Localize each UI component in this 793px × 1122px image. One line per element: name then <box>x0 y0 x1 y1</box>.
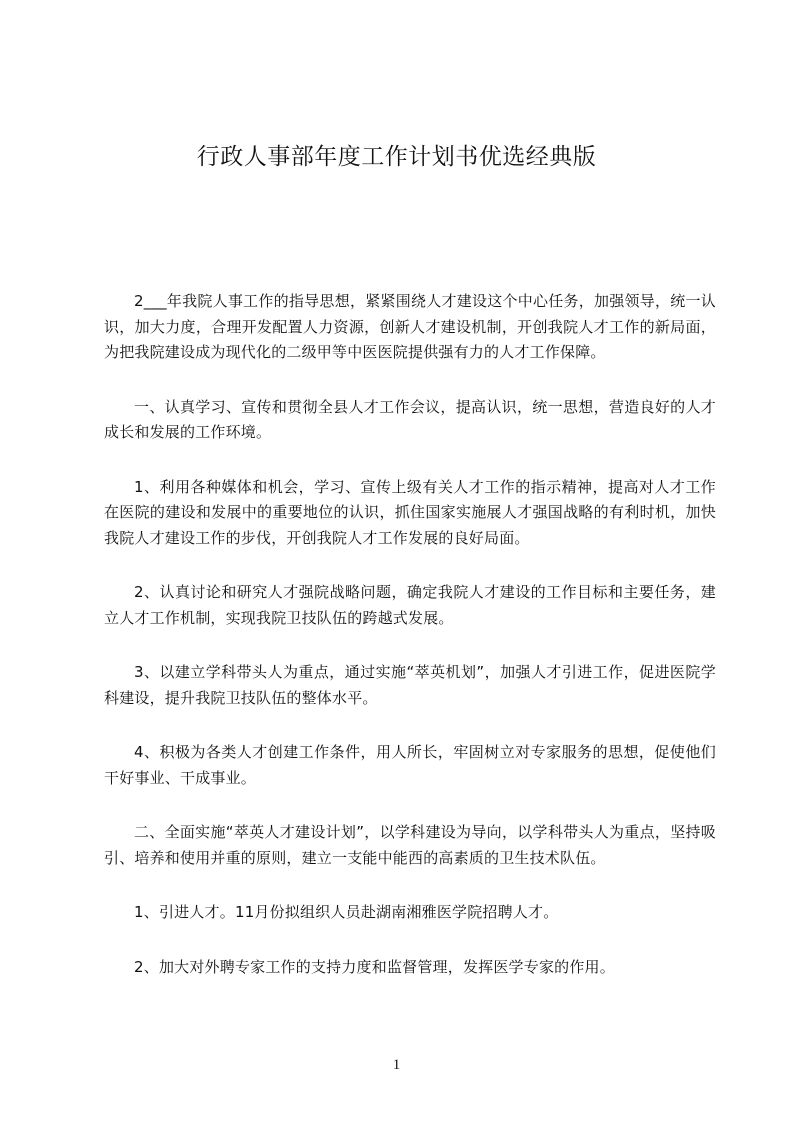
body-paragraph: 2、认真讨论和研究人才强院战略问题，确定我院人才建设的工作目标和主要任务，建立人才工作机制，实现我院卫技队伍的跨越式发展。 <box>104 583 716 627</box>
body-paragraph: 二、全面实施“萃英人才建设计划”，以学科建设为导向，以学科带头人为重点，坚持吸引、培养和使用并重的原则，建立一支能中能西的高素质的卫生技术队伍。 <box>104 823 716 867</box>
document-body <box>104 289 716 980</box>
body-paragraph: 3、以建立学科带头人为重点，通过实施“萃英机划”，加强人才引进工作，促进医院学科建设，提升我院卫技队伍的整体水平。 <box>104 663 716 707</box>
body-paragraph: 2、加大对外聘专家工作的支持力度和监督管理，发挥医学专家的作用。 <box>134 957 615 976</box>
body-paragraph: 1、利用各种媒体和机会，学习、宣传上级有关人才工作的指示精神，提高对人才工作在医院的建设和发展中的重要地位的认识，抓住国家实施展人才强国战略的有利时机，加快我院人才建设工作的步伐，开创我院人才工作发展的良好局面。 <box>104 477 716 547</box>
body-paragraph: 一、认真学习、宣传和贯彻全县人才工作会议，提高认识，统一思想，营造良好的人才成长和发展的工作环境。 <box>104 397 716 441</box>
document-title: 行政人事部年度工作计划书优选经典版 <box>196 144 597 170</box>
body-paragraph: 4、积极为各类人才创建工作条件，用人所长，牢固树立对专家服务的思想，促使他们干好事业、干成事业。 <box>104 743 716 787</box>
body-paragraph: 2___年我院人事工作的指导思想，紧紧围绕人才建设这个中心任务，加强领导，统一认识，加大力度，合理开发配置人力资源，创新人才建设机制，开创我院人才工作的新局面，为把我院建设成为现代化的二级甲等中医医院提供强有力的人才工作保障。 <box>104 292 716 361</box>
page-number: 1 <box>392 1057 401 1073</box>
body-paragraph: 1、引进人才。11月份拟组织人员赴湖南湘雅医学院招聘人才。 <box>134 903 559 921</box>
